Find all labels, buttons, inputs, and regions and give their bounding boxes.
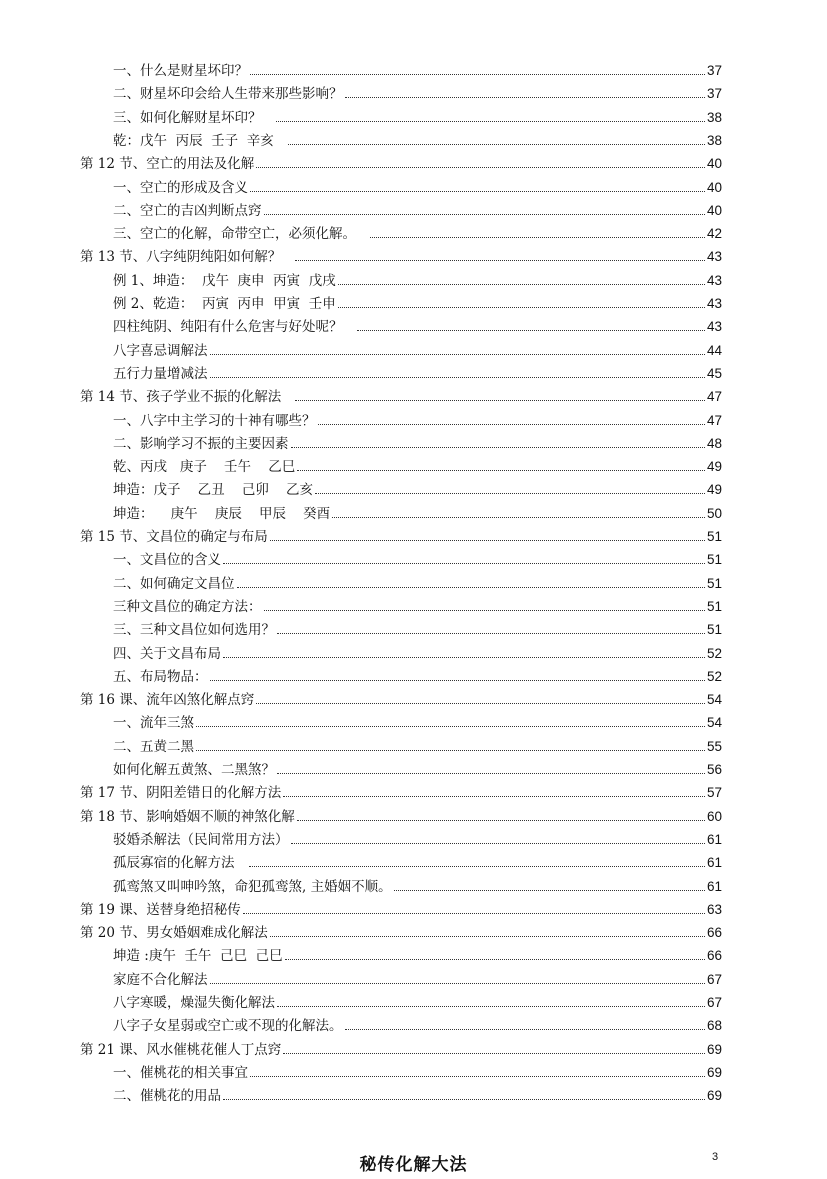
- toc-entry[interactable]: [113, 408, 722, 430]
- toc-entry-page: 69: [706, 1041, 722, 1057]
- toc-entry-title: 孤辰寡宿的化解方法: [113, 855, 235, 872]
- toc-entry-page: 54: [706, 715, 722, 731]
- toc-dot-leader: [345, 1029, 705, 1030]
- toc-entry[interactable]: [80, 687, 722, 709]
- toc-entry-title: 三、如何化解财星坏印？: [113, 109, 262, 126]
- toc-entry[interactable]: [113, 827, 722, 849]
- toc-entry-page: 51: [706, 575, 722, 591]
- toc-entry-page: 49: [706, 459, 722, 475]
- toc-dot-leader: [196, 726, 705, 727]
- toc-dot-leader: [288, 144, 705, 145]
- toc-entry[interactable]: [80, 151, 722, 173]
- toc-entry[interactable]: [113, 175, 722, 197]
- toc-entry-page: 40: [706, 179, 722, 195]
- toc-entry-title: 三种文昌位的确定方法：: [113, 598, 262, 615]
- toc-entry[interactable]: [113, 1013, 722, 1035]
- toc-dot-leader: [283, 1053, 705, 1054]
- toc-dot-leader: [338, 307, 705, 308]
- toc-entry-title: 第 19 课、送替身绝招秘传: [80, 901, 241, 918]
- toc-dot-leader: [276, 121, 705, 122]
- toc-entry-page: 40: [706, 156, 722, 172]
- toc-dot-leader: [210, 983, 705, 984]
- toc-entry[interactable]: [113, 664, 722, 686]
- toc-entry-title: 第 17 节、阴阳差错日的化解方法: [80, 785, 282, 802]
- toc-entry-page: 43: [706, 296, 722, 311]
- toc-entry-title: 三、空亡的化解，命带空亡，必须化解。: [113, 226, 356, 243]
- toc-entry-title: 第 21 课、风水催桃花催人丁点窍: [80, 1041, 282, 1058]
- toc-entry-page: 44: [706, 342, 722, 358]
- toc-entry-page: 51: [706, 598, 722, 614]
- toc-entry[interactable]: [113, 58, 722, 80]
- toc-entry-page: 43: [706, 249, 722, 265]
- toc-dot-leader: [256, 167, 705, 168]
- toc-entry[interactable]: [113, 221, 722, 243]
- page-number: 3: [712, 1151, 719, 1163]
- toc-dot-leader: [394, 890, 705, 891]
- toc-entry-page: 45: [706, 365, 722, 381]
- toc-dot-leader: [223, 657, 705, 658]
- toc-entry-page: 66: [706, 925, 722, 941]
- toc-dot-leader: [277, 633, 705, 634]
- toc-entry-page: 67: [706, 971, 722, 987]
- toc-entry-page: 38: [706, 132, 722, 148]
- toc-entry-page: 37: [706, 63, 722, 78]
- toc-entry-title: 坤造：戊子 乙丑 己卯 乙亥: [113, 482, 313, 499]
- toc-entry-page: 42: [706, 226, 722, 242]
- toc-entry-page: 49: [706, 482, 722, 498]
- toc-entry-title: 一、文昌位的含义: [113, 552, 221, 569]
- toc-entry[interactable]: [80, 920, 722, 942]
- toc-dot-leader: [297, 820, 705, 821]
- toc-entry[interactable]: [113, 757, 722, 779]
- toc-entry-title: 八字喜忌调解法: [113, 342, 208, 359]
- footer-title: 秘传化解大法: [359, 1155, 468, 1175]
- toc-entry-page: 60: [706, 808, 722, 824]
- toc-entry[interactable]: [113, 291, 722, 313]
- toc-dot-leader: [345, 97, 705, 98]
- toc-entry-title: 一、催桃花的相关事宜: [113, 1064, 248, 1081]
- toc-entry-title: 家庭不合化解法: [113, 971, 208, 988]
- toc-dot-leader: [270, 936, 705, 937]
- toc-entry-title: 驳婚杀解法（民间常用方法）: [113, 831, 289, 848]
- toc-entry[interactable]: [113, 501, 722, 523]
- toc-dot-leader: [357, 330, 705, 331]
- toc-entry-page: 51: [706, 622, 722, 638]
- toc-entry-page: 52: [706, 645, 722, 661]
- toc-dot-leader: [250, 1076, 705, 1077]
- toc-entry-title: 如何化解五黄煞、二黑煞？: [113, 762, 275, 778]
- toc-dot-leader: [277, 1006, 705, 1007]
- toc-entry-title: 一、八字中主学习的十神有哪些？: [113, 412, 316, 429]
- toc-entry-title: 八字子女星弱或空亡或不现的化解法。: [113, 1018, 343, 1035]
- toc-entry-page: 54: [706, 692, 722, 708]
- toc-entry[interactable]: [113, 268, 722, 290]
- toc-dot-leader: [264, 214, 705, 215]
- toc-entry-title: 二、催桃花的用品: [113, 1088, 221, 1105]
- toc-entry-title: 第 12 节、空亡的用法及化解: [80, 156, 255, 173]
- toc-dot-leader: [318, 424, 705, 425]
- toc-entry-page: 68: [706, 1018, 722, 1034]
- toc-entry-title: 二、影响学习不振的主要因素: [113, 435, 289, 452]
- toc-entry-title: 例 2、乾造： 丙寅 丙申 甲寅 壬申: [113, 296, 336, 312]
- toc-entry-page: 61: [706, 855, 722, 871]
- toc-entry-page: 43: [706, 272, 722, 288]
- toc-dot-leader: [283, 796, 705, 797]
- toc-entry[interactable]: [113, 571, 722, 593]
- toc-entry-title: 例 1、坤造： 戊午 庚申 丙寅 戊戌: [113, 272, 336, 289]
- toc-entry-title: 乾：戊午 丙辰 壬子 辛亥: [113, 132, 274, 149]
- toc-entry[interactable]: [80, 384, 722, 406]
- toc-entry[interactable]: [113, 431, 722, 453]
- toc-entry[interactable]: [113, 81, 722, 103]
- toc-entry-page: 63: [706, 901, 722, 917]
- toc-entry-title: 第 14 节、孩子学业不振的化解法: [80, 389, 282, 406]
- toc-entry[interactable]: [80, 1037, 722, 1059]
- toc-entry[interactable]: [80, 804, 722, 826]
- toc-entry-page: 38: [706, 109, 722, 125]
- toc-entry[interactable]: [80, 780, 722, 802]
- toc-entry-page: 61: [706, 831, 722, 847]
- toc-entry[interactable]: [113, 477, 722, 499]
- toc-entry-title: 第 13 节、八字纯阴纯阳如何解？: [80, 249, 282, 266]
- toc-entry-title: 二、如何确定文昌位: [113, 575, 235, 592]
- toc-entry-page: 56: [706, 762, 722, 777]
- toc-entry-page: 57: [706, 785, 722, 801]
- toc-dot-leader: [285, 959, 705, 960]
- toc-entry-page: 51: [706, 552, 722, 568]
- toc-dot-leader: [295, 400, 705, 401]
- toc-dot-leader: [291, 447, 705, 448]
- toc-entry-title: 二、空亡的吉凶判断点窍: [113, 202, 262, 219]
- toc-entry-page: 51: [706, 529, 722, 544]
- toc-entry-page: 43: [706, 319, 722, 335]
- toc-dot-leader: [243, 913, 705, 914]
- toc-entry-title: 二、财星坏印会给人生带来那些影响？: [113, 86, 343, 103]
- toc-entry[interactable]: [113, 1083, 722, 1105]
- toc-dot-leader: [223, 563, 705, 564]
- toc-dot-leader: [210, 354, 705, 355]
- toc-entry-title: 三、三种文昌位如何选用？: [113, 622, 275, 639]
- toc-dot-leader: [256, 703, 705, 704]
- toc-dot-leader: [315, 493, 705, 494]
- toc-entry-page: 61: [706, 878, 722, 894]
- toc-entry-page: 48: [706, 435, 722, 451]
- toc-entry[interactable]: [113, 967, 722, 989]
- toc-entry[interactable]: [113, 547, 722, 569]
- toc-dot-leader: [210, 680, 705, 681]
- toc-dot-leader: [250, 191, 705, 192]
- toc-entry[interactable]: [80, 897, 722, 919]
- toc-entry[interactable]: [113, 943, 722, 965]
- toc-entry-page: 66: [706, 948, 722, 964]
- toc-dot-leader: [338, 284, 705, 285]
- toc-dot-leader: [297, 470, 705, 471]
- toc-dot-leader: [295, 260, 705, 261]
- toc-entry-title: 一、空亡的形成及含义: [113, 179, 248, 196]
- toc-dot-leader: [237, 587, 705, 588]
- toc-entry-title: 二、五黄二黑: [113, 738, 194, 755]
- toc-entry-page: 37: [706, 86, 722, 102]
- toc-dot-leader: [223, 1099, 705, 1100]
- toc-entry-title: 四柱纯阴、纯阳有什么危害与好处呢？: [113, 319, 343, 336]
- toc-entry-page: 47: [706, 412, 722, 428]
- toc-entry-title: 乾、丙戌 庚子 壬午 乙巳: [113, 459, 296, 476]
- toc-dot-leader: [249, 866, 705, 867]
- toc-entry[interactable]: [80, 524, 722, 546]
- toc-entry-title: 第 15 节、文昌位的确定与布局: [80, 529, 268, 545]
- toc-entry-title: 一、流年三煞: [113, 715, 194, 732]
- toc-entry[interactable]: [113, 314, 722, 336]
- toc-entry[interactable]: [113, 990, 722, 1012]
- toc-dot-leader: [332, 517, 705, 518]
- toc-entry[interactable]: [113, 594, 722, 616]
- toc-entry-title: 八字寒暖，燥湿失衡化解法: [113, 995, 275, 1011]
- toc-entry-title: 第 16 课、流年凶煞化解点窍: [80, 692, 255, 709]
- toc-entry[interactable]: [113, 710, 722, 732]
- toc-entry-title: 第 20 节、男女婚姻难成化解法: [80, 925, 268, 942]
- toc-entry-page: 47: [706, 389, 722, 405]
- toc-entry-title: 四、关于文昌布局: [113, 645, 221, 662]
- toc-entry-page: 52: [706, 668, 722, 684]
- toc-entry[interactable]: [113, 850, 722, 872]
- toc-entry-title: 一、什么是财星坏印？: [113, 63, 248, 79]
- toc-entry-page: 69: [706, 1064, 722, 1080]
- toc-entry-page: 40: [706, 202, 722, 218]
- toc-entry[interactable]: [113, 198, 722, 220]
- toc-entry[interactable]: [80, 244, 722, 266]
- toc-entry-page: 55: [706, 738, 722, 754]
- toc-entry-title: 第 18 节、影响婚姻不顺的神煞化解: [80, 808, 295, 825]
- toc-dot-leader: [291, 843, 705, 844]
- toc-entry-page: 67: [706, 995, 722, 1010]
- toc-entry[interactable]: [113, 1060, 722, 1082]
- toc-entry[interactable]: [113, 454, 722, 476]
- toc-dot-leader: [277, 773, 705, 774]
- toc-entry-title: 五、布局物品：: [113, 668, 208, 685]
- toc-entry-title: 坤造 :庚午 壬午 己巳 己巳: [113, 948, 283, 965]
- toc-dot-leader: [250, 74, 705, 75]
- toc-entry[interactable]: [113, 734, 722, 756]
- toc-entry-page: 50: [706, 505, 722, 521]
- toc-dot-leader: [270, 540, 705, 541]
- toc-entry[interactable]: [113, 105, 722, 127]
- toc-entry-title: 五行力量增减法: [113, 365, 208, 382]
- toc-entry[interactable]: [113, 874, 722, 896]
- toc-entry-title: 坤造： 庚午 庚辰 甲辰 癸酉: [113, 505, 331, 522]
- toc-dot-leader: [370, 237, 705, 238]
- toc-entry[interactable]: [113, 617, 722, 639]
- toc-entry[interactable]: [113, 361, 722, 383]
- toc-entry-title: 孤鸾煞又叫呻吟煞，命犯孤鸾煞, 主婚姻不顺。: [113, 878, 392, 895]
- toc-dot-leader: [264, 610, 705, 611]
- toc-entry[interactable]: [113, 338, 722, 360]
- toc-dot-leader: [210, 377, 705, 378]
- toc-dot-leader: [196, 750, 705, 751]
- toc-entry[interactable]: [113, 128, 722, 150]
- toc-entry[interactable]: [113, 641, 722, 663]
- toc-entry-page: 69: [706, 1088, 722, 1104]
